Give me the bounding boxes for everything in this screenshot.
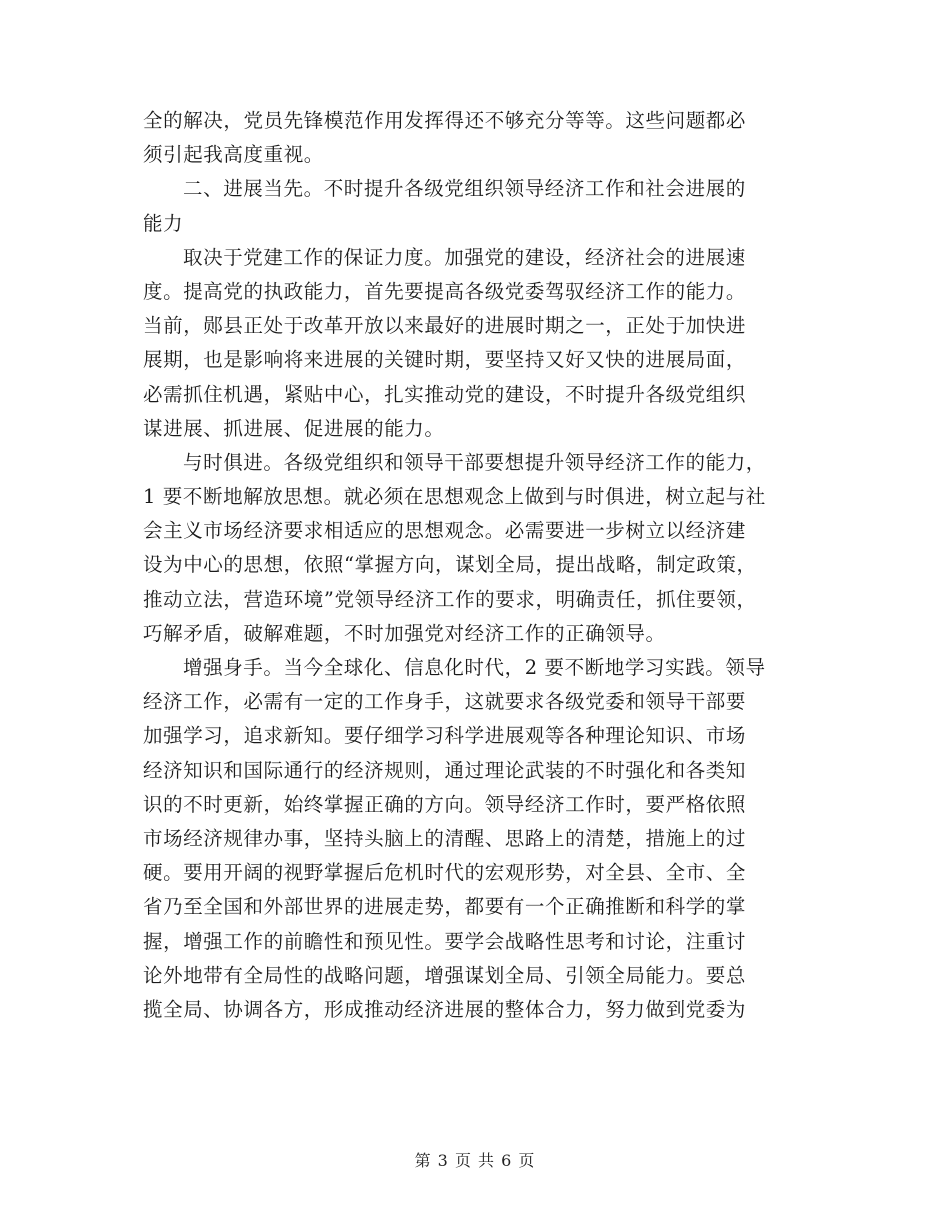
text-line: 加强学习，追求新知。要仔细学习科学进展观等各种理论知识、市场: [143, 724, 747, 748]
paragraph-start-line: 与时俱进。各级党组织和领导干部要想提升领导经济工作的能力，: [183, 450, 766, 474]
text-line: 市场经济规律办事，坚持头脑上的清醒、思路上的清楚，措施上的过: [143, 826, 747, 850]
section-heading-line: 二、进展当先。不时提升各级党组织领导经济工作和社会进展的: [183, 177, 746, 201]
text-line: 论外地带有全局性的战略问题，增强谋划全局、引领全局能力。要总: [143, 963, 747, 987]
page-number-footer: 第 3 页 共 6 页: [414, 1151, 536, 1170]
section-heading-line: 能力: [143, 211, 184, 235]
paragraph-start-line: 取决于党建工作的保证力度。加强党的建设，经济社会的进展速: [183, 245, 746, 269]
text-line: 须引起我高度重视。: [143, 143, 324, 167]
text-line: 谋进展、抓进展、促进展的能力。: [143, 416, 445, 440]
text-line: 展期，也是影响将来进展的关键时期，要坚持又好又快的进展局面，: [143, 348, 747, 372]
body-text: [143, 104, 813, 1027]
text-line: 揽全局、协调各方，形成推动经济进展的整体合力，努力做到党委为: [143, 997, 747, 1021]
text-line: 经济知识和国际通行的经济规则，通过理论武装的不时强化和各类知: [143, 758, 747, 782]
text-line: 巧解矛盾，破解难题，不时加强党对经济工作的正确领导。: [143, 621, 666, 645]
text-line: 当前，郧县正处于改革开放以来最好的进展时期之一，正处于加快进: [143, 314, 747, 338]
text-line: 推动立法，营造环境”党领导经济工作的要求，明确责任，抓住要领，: [143, 587, 757, 611]
text-line: 识的不时更新，始终掌握正确的方向。领导经济工作时，要严格依照: [143, 792, 747, 816]
text-line: 省乃至全国和外部世界的进展走势，都要有一个正确推断和科学的掌: [143, 895, 747, 919]
text-line: 经济工作，必需有一定的工作身手，这就要求各级党委和领导干部要: [143, 690, 747, 714]
text-line: 硬。要用开阔的视野掌握后危机时代的宏观形势，对全县、全市、全: [143, 861, 747, 885]
text-line: 度。提高党的执政能力，首先要提高各级党委驾驭经济工作的能力。: [143, 279, 747, 303]
text-line: 设为中心的思想，依照“掌握方向，谋划全局，提出战略，制定政策，: [143, 553, 757, 577]
text-line: 必需抓住机遇，紧贴中心，扎实推动党的建设，不时提升各级党组织: [143, 382, 747, 406]
text-line: 1 要不断地解放思想。就必须在思想观念上做到与时俱进，树立起与社: [143, 485, 766, 509]
text-line: 全的解决，党员先锋模范作用发挥得还不够充分等等。这些问题都必: [143, 109, 747, 132]
text-line: 握，增强工作的前瞻性和预见性。要学会战略性思考和讨论，注重讨: [143, 929, 747, 953]
paragraph-start-line: 增强身手。当今全球化、信息化时代，2 要不断地学习实践。领导: [183, 656, 766, 679]
text-line: 会主义市场经济要求相适应的思想观念。必需要进一步树立以经济建: [143, 519, 747, 543]
